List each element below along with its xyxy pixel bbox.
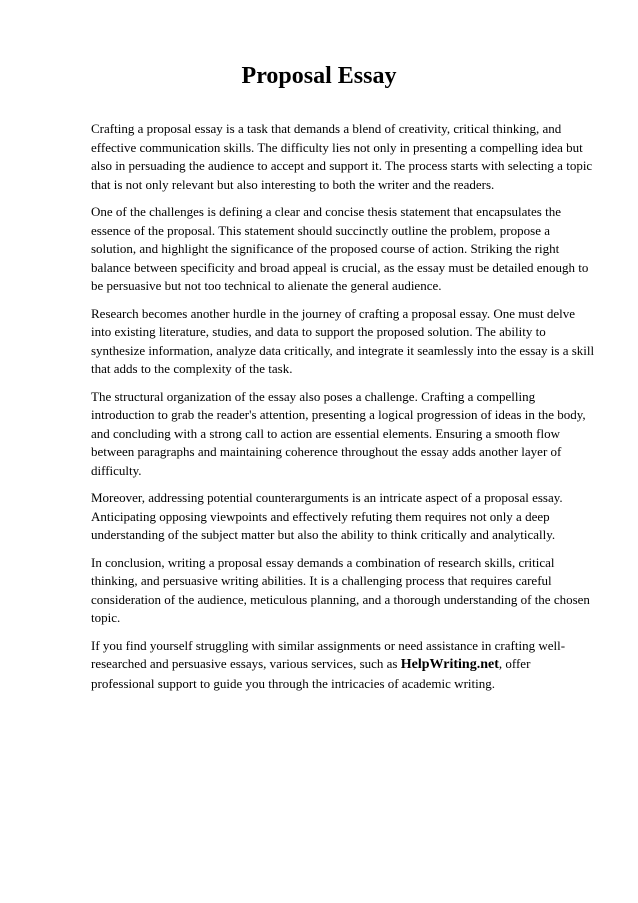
paragraph-counterarguments: Moreover, addressing potential counterarguments is an intricate aspect of a proposal essay. Anticipating opposing viewpoints and effectively refuting them requires not only a deep understanding of the subject matter but also the ability to think critically and analytically. xyxy=(91,490,563,542)
paragraph-conclusion: In conclusion, writing a proposal essay demands a combination of research skills, critical thinking, and persuasive writing abilities. It is a challenging process that requires careful consideration of the audience, meticulous planning, and a thorough understanding of the chosen topic. xyxy=(91,554,590,625)
document-body xyxy=(91,120,597,702)
paragraph-intro: Crafting a proposal essay is a task that demands a blend of creativity, critical thinking, and effective communication skills. The difficulty lies not only in presenting a compelling idea but also in persuading the audience to accept and support it. The process starts with selecting a topic that is not only relevant but also interesting to both the writer and the readers. xyxy=(91,121,593,192)
paragraph-closing xyxy=(91,637,597,694)
paragraph-structure: The structural organization of the essay also poses a challenge. Crafting a compelling introduction to grab the reader's attention, presenting a logical progression of ideas in the body, and concluding with a strong call to action are essential elements. Ensuring a smooth flow between paragraphs and maintaining coherence throughout the essay adds another layer of difficulty. xyxy=(91,388,586,478)
paragraph-research: Research becomes another hurdle in the journey of crafting a proposal essay. One must delve into existing literature, studies, and data to support the proposed solution. The ability to synthesize information, analyze data critically, and integrate it seamlessly into the essay is a skill that adds to the complexity of the task. xyxy=(91,305,595,376)
paragraph-thesis: One of the challenges is defining a clear and concise thesis statement that encapsulates the essence of the proposal. This statement should succinctly outline the problem, propose a solution, and highlight the significance of the proposed course of action. Striking the right balance between specificity and broad appeal is crucial, as the essay must be detailed enough to be persuasive but not too technical to alienate the general audience. xyxy=(91,204,589,293)
document-title: Proposal Essay xyxy=(241,63,397,89)
closing-text-after: , offer professional support to guide you through the intricacies of academic writing. xyxy=(91,656,531,691)
brand-link[interactable]: HelpWriting.net xyxy=(400,657,499,672)
closing-text-before: If you find yourself struggling with similar assignments or need assistance in crafting well-researched and persuasive essays, various services, such as xyxy=(91,637,566,671)
